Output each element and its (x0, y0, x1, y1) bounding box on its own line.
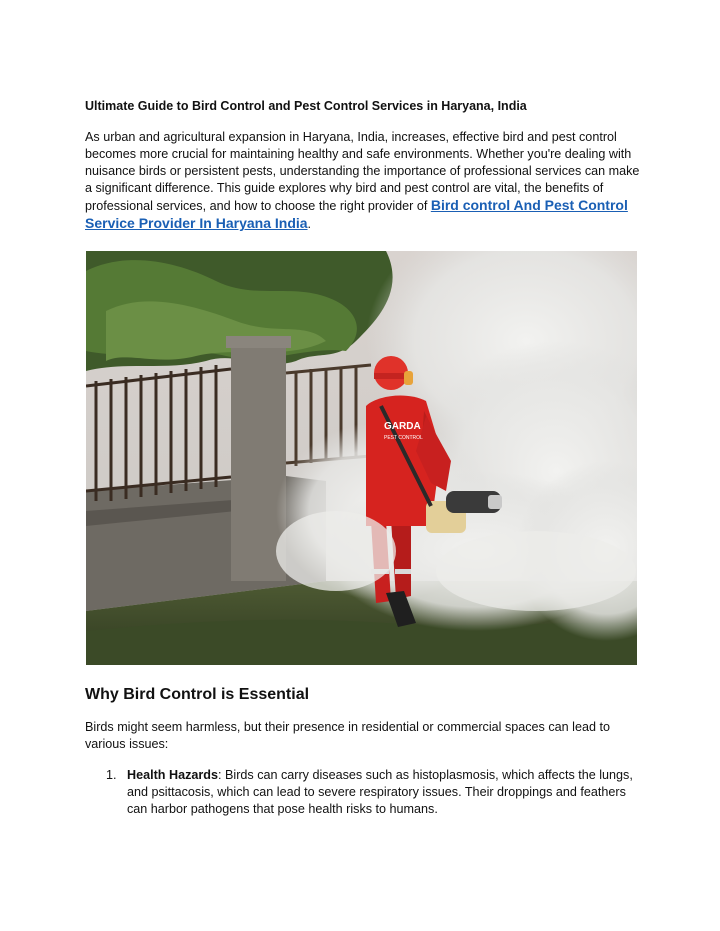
pest-control-fogging-photo (86, 251, 637, 665)
list-item (85, 767, 640, 818)
jacket-logo-subtext: PEST CONTROL (384, 435, 423, 441)
jacket-logo-text: GARDA (384, 421, 421, 432)
list-item-number: 1. (106, 768, 117, 782)
document-title: Ultimate Guide to Bird Control and Pest Control Services in Haryana, India (85, 99, 527, 113)
list-item-body (127, 767, 640, 818)
intro-end: . (307, 217, 312, 231)
intro-text: As urban and agricultural expansion in Haryana, India, increases, effective bird and pest control becomes more crucial for maintaining healthy and safe environments. Whether you're dealing with nuisance birds or persistent pests, understanding the importance of professional services can make a significant difference. This guide explores why bird and pest control are vital, the benefits of professional services, and how to choose the right provider of (85, 130, 640, 213)
section-intro-paragraph: Birds might seem harmless, but their presence in residential or commercial spaces can lead to various issues: (85, 720, 610, 751)
list-item-term: Health Hazards (127, 768, 218, 782)
list-item-text: : Birds can carry diseases such as histoplasmosis, which affects the lungs, and psittacosis, which can lead to severe respiratory issues. Their droppings and feathers can harbor pathogens that pose health risks to humans. (127, 768, 633, 816)
intro-paragraph (85, 129, 640, 233)
ordered-list (85, 767, 640, 818)
provider-link[interactable]: Bird control And Pest Control Service Provider In Haryana India (85, 197, 628, 231)
section-heading: Why Bird Control is Essential (85, 686, 310, 703)
